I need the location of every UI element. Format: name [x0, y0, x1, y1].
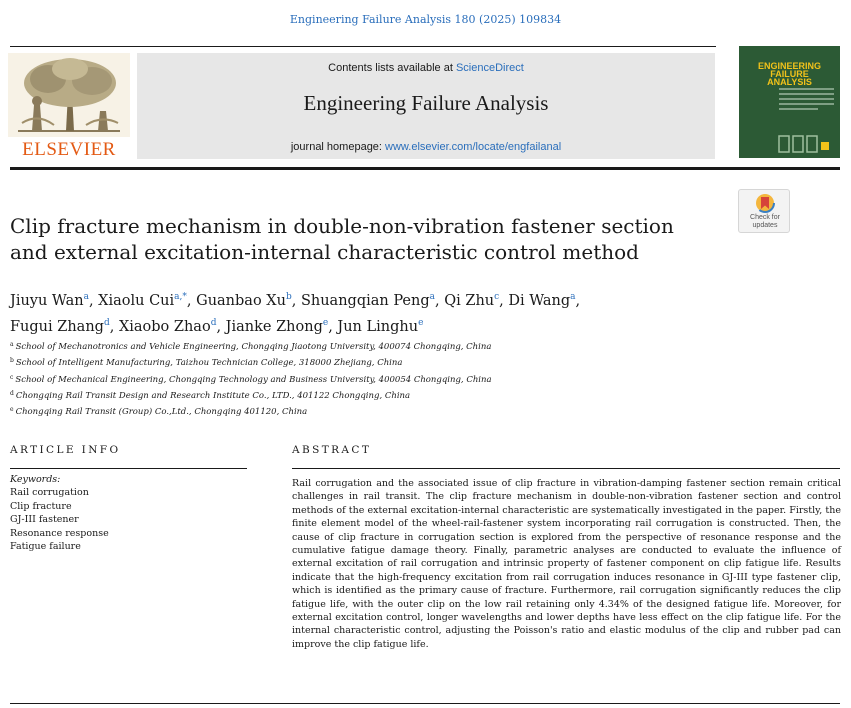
homepage-line [137, 141, 715, 153]
author[interactable]: Fugui Zhang [10, 319, 104, 335]
cover-graphic-icon [777, 130, 833, 154]
cover-title-line-2: FAILURE [770, 69, 809, 79]
author[interactable]: Xiaobo Zhao [118, 319, 211, 335]
article-title-line-2: and external excitation-internal characteristic control method [10, 240, 639, 264]
author-line-2: Fugui Zhang$^d$, Xiaobo Zhao$^d$, Jianke Zhong$^e$, Jun Linghu$^e$ [10, 318, 424, 335]
cover-editor-lines [779, 88, 834, 113]
author[interactable]: Jianke Zhong [225, 319, 323, 335]
check-for-updates-badge[interactable] [738, 189, 790, 233]
article-title-line-1: Clip fracture mechanism in double-non-vibration fastener section [10, 214, 674, 238]
contents-prefix: Contents lists available at [328, 62, 456, 74]
affiliation-item: $^c$ School of Mechanical Engineering, Chongqing Technology and Business University, 400054 Chongqing, China [10, 373, 492, 385]
keyword-item: Clip fracture [10, 500, 72, 512]
author-affiliation-marker[interactable]: a [570, 292, 576, 302]
article-info-rule [10, 468, 247, 469]
header-bottom-rule [10, 167, 840, 170]
author-list [10, 286, 740, 338]
author[interactable]: Jun Linghu [337, 319, 419, 335]
abstract-rule [292, 468, 840, 469]
author[interactable]: Qi Zhu [444, 293, 495, 309]
journal-citation[interactable]: Engineering Failure Analysis 180 (2025) 109834 [289, 13, 562, 26]
abstract-bottom-rule [10, 703, 840, 704]
check-for-updates-label: Check for updates [750, 214, 780, 229]
affiliation-list [10, 338, 710, 419]
abstract-heading: ABSTRACT [292, 444, 372, 456]
author-affiliation-marker[interactable]: a [83, 292, 89, 302]
author[interactable]: Shuangqian Peng [300, 293, 430, 309]
homepage-prefix: journal homepage: [290, 141, 386, 153]
cover-title-line-1: ENGINEERING [757, 61, 821, 71]
author-affiliation-marker[interactable]: e [322, 318, 329, 328]
affiliation-item: $^a$ School of Mechanotronics and Vehicle Engineering, Chongqing Jiaotong University, 400074 Chongqing, China [10, 341, 492, 352]
header-top-rule [10, 46, 716, 47]
elsevier-wordmark: ELSEVIER [22, 139, 116, 160]
article-info-heading: ARTICLE INFO [10, 444, 121, 456]
author-affiliation-marker[interactable]: d [103, 318, 110, 328]
author-affiliation-marker[interactable]: b [285, 292, 292, 302]
author-affiliation-marker[interactable]: e [418, 318, 424, 328]
keywords-label: Keywords: [10, 474, 61, 485]
keyword-item: GJ-III fastener [10, 514, 79, 526]
author-affiliation-marker[interactable]: a,* [174, 292, 187, 302]
abstract-text: Rail corrugation and the associated issue of clip fracture in vibration-damping fastener section remain critical challenges in rail transit. The clip fracture mechanism in double-non-vibration fastener section and control methods of the external excitation-internal characteristic are systematically investigated in the paper. Firstly, the finite element model of the wheel-rail-fastener system incorporating rail corrugation is constructed. Then, the cause of clip fracture in corrugation section is explored from the perspective of resonance response and the cumulative fatigue damage theory. Finally, parametric analyses are conducted to evaluate the influence of external excitation of rail corrugation and intrinsic property of fastener component on clip fatigue life. Results indicate that the high-frequency excitation from rail corrugation induces resonance in GJ-III type fastener clip, which is identified as the primary cause of fracture. Furthermore, rail corrugation significantly reduces the clip fatigue life, with the outer clip on the low rail retaining only 4.34% of the designed fatigue life. Moreover, for external excitation control, longer wavelengths and lower depths have less effect on the clip fatigue life. For the internal characteristic control, adjusting the Poisson's ratio and elastic modulus of the clip and rubber pad can improve the clip fatigue life. [292, 478, 841, 650]
author[interactable]: Xiaolu Cui [98, 293, 175, 309]
keyword-item: Resonance response [10, 527, 109, 539]
journal-cover-thumbnail[interactable] [739, 46, 840, 158]
author[interactable]: Di Wang [508, 293, 571, 309]
bookmark-ribbon-icon [755, 193, 775, 213]
sciencedirect-link[interactable]: ScienceDirect [455, 62, 524, 74]
article-title [10, 213, 730, 265]
author-line-1: Jiuyu Wan$^a$, Xiaolu Cui$^{a,*}$, Guanbao Xu$^b$, Shuangqian Peng$^a$, Qi Zhu$^c$, Di Wang$^a$, [10, 292, 581, 309]
contents-line [137, 62, 715, 74]
affiliation-item: $^b$ School of Intelligent Manufacturing, Taizhou Technician College, 318000 Zhejiang, China [10, 357, 403, 369]
author-affiliation-marker[interactable]: c [494, 292, 500, 302]
journal-title: Engineering Failure Analysis [303, 91, 549, 115]
affiliation-item: $^e$ Chongqing Rail Transit (Group) Co.,Ltd., Chongqing 401120, China [10, 406, 308, 418]
keyword-item: Fatigue failure [10, 541, 81, 553]
author-affiliation-marker[interactable]: d [210, 318, 217, 328]
keyword-item: Rail corrugation [10, 487, 89, 499]
author[interactable]: Jiuyu Wan [10, 293, 84, 309]
keywords-block [10, 473, 247, 553]
cover-title-line-3: ANALYSIS [767, 77, 812, 87]
journal-banner [137, 53, 715, 159]
author-affiliation-marker[interactable]: a [429, 292, 436, 302]
journal-homepage-link[interactable]: www.elsevier.com/locate/engfailanal [385, 141, 562, 153]
affiliation-item: $^d$ Chongqing Rail Transit Design and Research Institute Co., LTD., 401122 Chongqing, China [10, 389, 411, 401]
author[interactable]: Guanbao Xu [196, 293, 286, 309]
